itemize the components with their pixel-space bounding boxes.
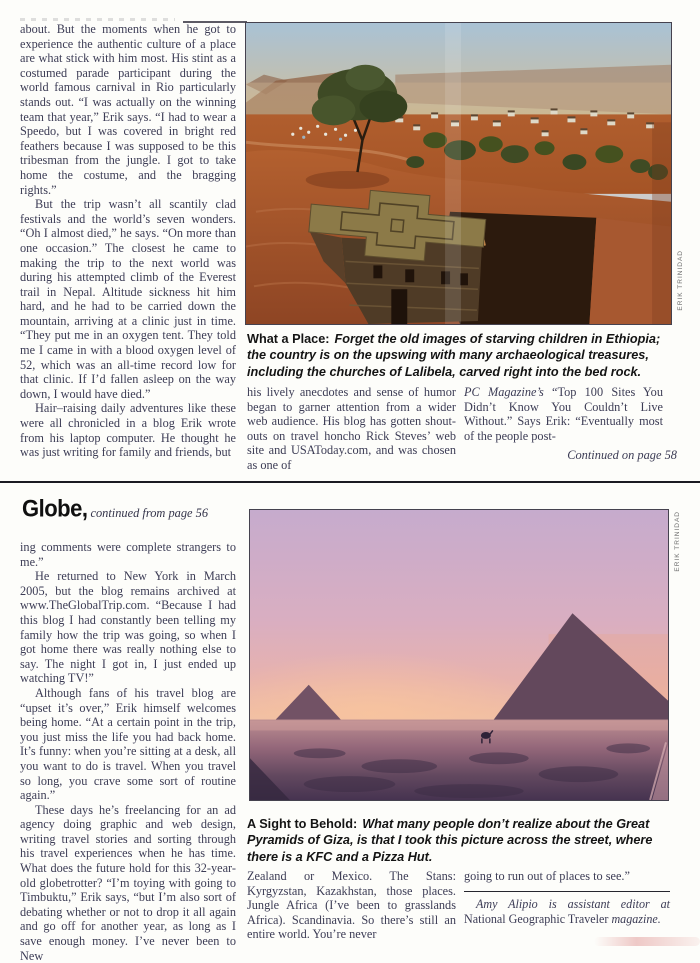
body-paragraph: going to run out of places to see.” xyxy=(464,869,630,883)
body-paragraph: But the trip wasn’t all scantily clad festivals and the world’s seven wonders. “Oh I almost died,” he says. “On more than one occasion.” The closest he came to making the trip to the next world was during his attempted climb of the Everest trail in Nepal. Altitude sickness hit him hard, and he had to be carried down the mountain, arriving at a clinic just in time. “They put me in an oxygen tent. They told me I came in with a blood oxygen level of 52, which was an all-time record low for that clinic. If I’d fallen asleep on the way down, I would have died.” xyxy=(20,197,236,401)
pyramids-photo-illustration xyxy=(250,510,668,800)
caption-lead: A Sight to Behold: xyxy=(247,817,358,831)
body-paragraph: These days he’s freelancing for an ad agency doing graphic and web design, writing travel stories and sorting through his travel experiences when he has time. What does the future hold for this 32-year-old globetrotter? “I’m toying with going to Timbuktu,” Erik says, “but I’m also sort of debating whether or not to drop it all again and go off for another year, as long as I save enough money. I’ve never been to New xyxy=(20,802,236,963)
body-paragraph xyxy=(464,385,663,443)
body-paragraph: Zealand or Mexico. The Stans: Kyrgyzstan, Kazakhstan, those places. Jungle Africa (I’ve been to grasslands Africa). Scandinavia. So there’s still an entire world. You’re never xyxy=(247,869,456,942)
caption-lalibela xyxy=(247,331,661,380)
body-paragraph: about. But the moments when he got to experience the authentic culture of a place are what stick with him most. His stint as a costumed parade participant during the world famous carnival in Rio particularly stands out. “I was actually on the winning team that year,” Erik says. “I had to wear a Speedo, but I was covered in bright red feathers because I was supposed to be this tribesman from the jungle. I got to take home the costume, and the bragging rights.” xyxy=(20,22,236,197)
author-credit-text: magazine. xyxy=(611,911,661,926)
lalibela-photo xyxy=(245,22,672,325)
body-paragraph: He returned to New York in March 2005, but the blog remains archived at www.TheGlobalTrip.com. “Because I had this blog I had constantly been telling my family how the trip was going, so when I got home there was really nothing else to say. The night I got in, I just ended up watching TV!” xyxy=(20,569,236,686)
body-text: “Top 100 Sites You Didn’t Know You Couldn’t Live Without.” Says Erik: “Eventually most of the people post- xyxy=(464,385,663,443)
magazine-name: PC Magazine’s xyxy=(464,385,544,399)
scan-smudge xyxy=(20,18,175,21)
scan-smudge-bottom xyxy=(594,937,700,946)
top-left-column xyxy=(20,22,236,460)
body-paragraph: Although fans of his travel blog are “upset it’s over,” Erik himself welcomes being home. “At a certain point in the trip, you just miss the life you had back home. It’s funny: when you’re sitting at a desk, all you want to do is travel. When you travel so long, you crave some sort of routine again.” xyxy=(20,685,236,803)
author-divider-rule xyxy=(464,891,670,892)
continued-from-note: continued from page 56 xyxy=(90,506,209,520)
photo-credit-top: ERIK TRINIDAD xyxy=(677,250,684,311)
author-credit xyxy=(464,897,670,927)
caption-body: What many people don’t realize about the Great Pyramids of Giza, is that I took this picture across the street, where there is a KFC and a Pizza Hut. xyxy=(247,817,653,864)
body-paragraph: ing comments were complete strangers to me.” xyxy=(20,540,236,569)
caption-body: Forget the old images of starving children in Ethiopia; the country is on the upswing with many archaeological treasures, including the churches of Lalibela, carved right into the bed rock. xyxy=(247,332,661,379)
top-middle-column xyxy=(247,385,456,473)
scan-seam xyxy=(445,23,461,324)
photo-credit-bottom: ERIK TRINIDAD xyxy=(674,511,681,572)
caption-lead: What a Place: xyxy=(247,332,330,346)
lalibela-photo-illustration xyxy=(246,23,671,324)
caption-pyramids xyxy=(247,816,664,865)
bottom-middle-column xyxy=(247,869,456,942)
section-divider-rule xyxy=(0,481,700,483)
globe-header xyxy=(22,494,209,523)
author-credit-text: Amy Alipio is assistant editor at xyxy=(476,896,670,911)
pyramids-photo xyxy=(249,509,669,801)
bottom-left-column xyxy=(20,540,236,963)
publication-name: National Geographic Traveler xyxy=(464,911,612,926)
top-right-column xyxy=(464,385,663,443)
globe-title: Globe, xyxy=(22,494,88,522)
continued-on-note: Continued on page 58 xyxy=(567,448,677,462)
bottom-right-column xyxy=(464,869,670,927)
body-paragraph: Hair–raising daily adventures like these were all chronicled in a blog Erik wrote from his laptop computer. He thought he was just writing for family and friends, but xyxy=(20,401,236,460)
body-paragraph: his lively anecdotes and sense of humor began to garner attention from a wider web audience. His blog has gotten shout-outs on travel honcho Rick Steves’ web site and USAToday.com, and was chosen as one of xyxy=(247,385,456,472)
